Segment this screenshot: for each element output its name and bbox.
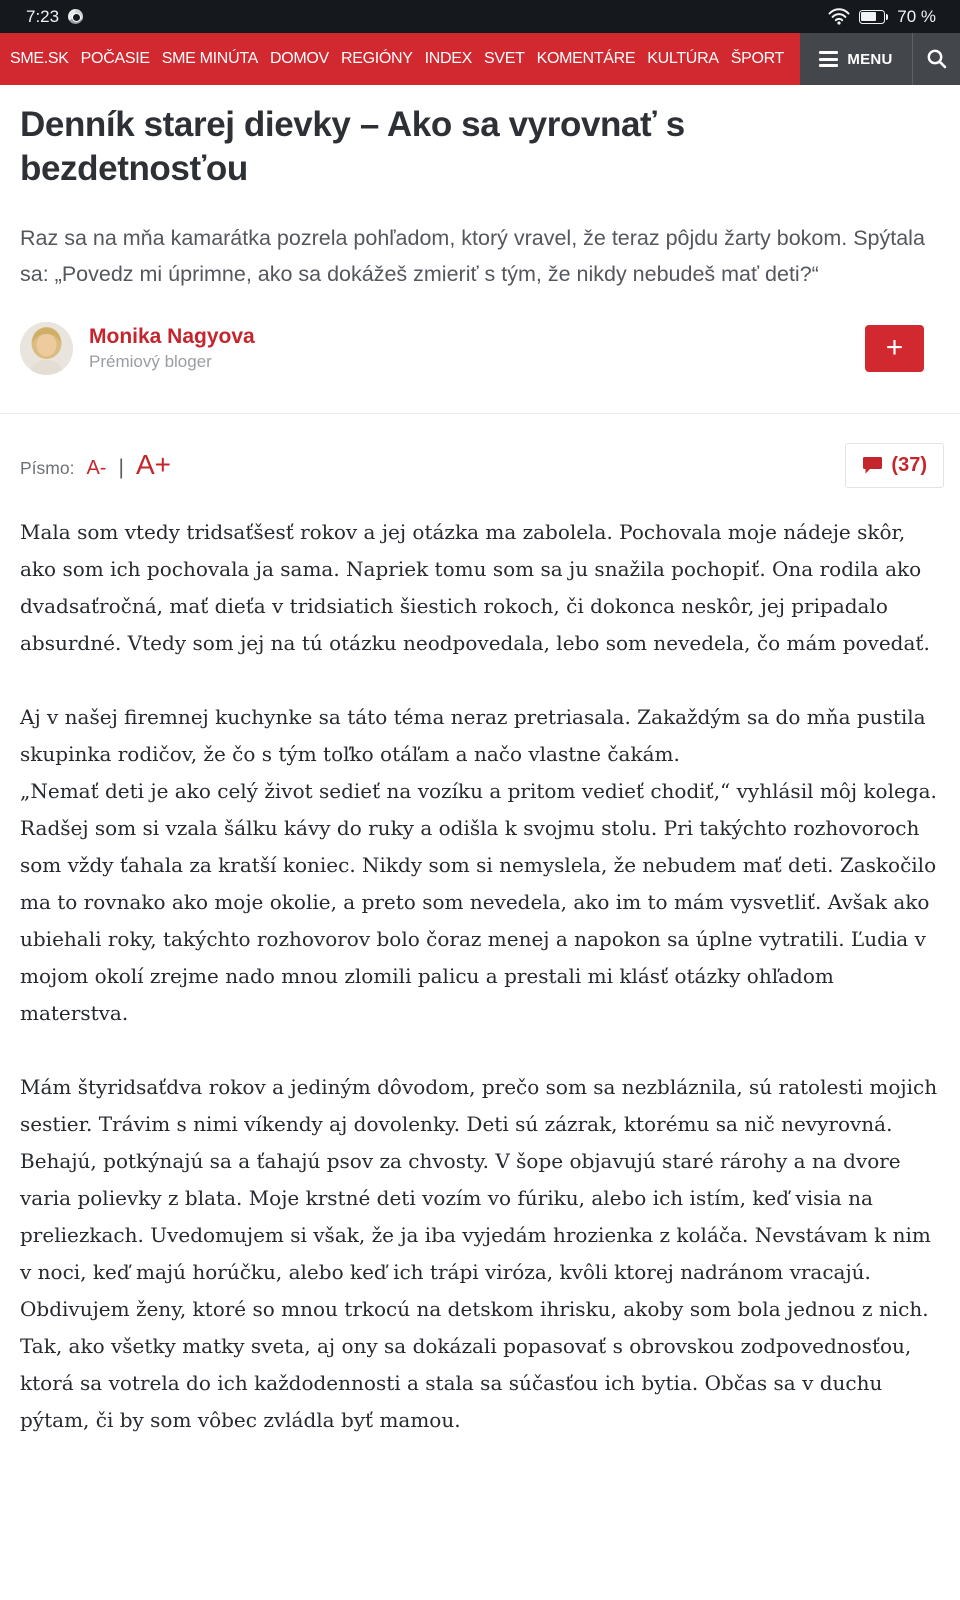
nav-item-komentare[interactable]: KOMENTÁRE	[536, 50, 636, 67]
body-paragraph: Mám štyridsaťdva rokov a jediným dôvodom, prečo som sa nezbláznila, sú ratolesti mojich sestier. Trávim s nimi víkendy aj dovolenky. Deti sú zázrak, ktorému sa nič nevyrovná. Behajú, potkýnajú sa a ťahajú psov za chvosty. V šope objavujú staré rárohy a na dvore varia polievky z blata. Moje krstné deti vozím vo fúriku, alebo ich istím, keď visia na preliezkach. Uvedomujem si však, že ja iba vyjedám hrozienka z koláča. Nevstávam k nim v noci, keď majú horúčku, alebo keď ich trápi viróza, kvôli ktorej nadránom vracajú. Obdivujem ženy, ktoré so mnou trkocú na detskom ihrisku, akoby som bola jednou z nich. Tak, ako všetky matky sveta, aj ony sa dokázali popasovať s obrovskou zodpovednosťou, ktorá sa votrela do ich každodennosti a stala sa súčasťou ich bytia. Občas sa v duchu pýtam, či by som vôbec zvládla byť mamou.	[20, 1074, 938, 1432]
avatar-photo	[20, 322, 73, 375]
wifi-icon	[828, 8, 850, 25]
comments-button[interactable]	[845, 443, 944, 488]
search-button[interactable]	[912, 33, 960, 85]
body-paragraph: Aj v našej firemnej kuchynke sa táto téma neraz pretriasala. Zakaždým sa do mňa pustila skupinka rodičov, že čo s tým toľko otáľam a načo vlastne čakám.	[20, 704, 926, 766]
follow-author-button[interactable]	[865, 325, 924, 372]
font-larger-button[interactable]: A+	[135, 449, 171, 481]
comments-count: (37)	[891, 453, 927, 476]
author-name-link[interactable]: Monika Nagyova	[89, 324, 255, 348]
body-paragraph: Mala som vtedy tridsaťšesť rokov a jej otázka ma zabolela. Pochovala moje nádeje skôr, ako som ich pochovala ja sama. Napriek tomu som sa ju snažila pochopiť. Ona rodila ako dvadsaťročná, mať dieťa v tridsiatich šiestich rokoch, či dokonca neskôr, jej pripadalo absurdné. Vtedy som jej na tú otázku neodpovedala, lebo som nevedela, čo mám povedať.	[20, 519, 930, 655]
status-bar	[0, 0, 960, 33]
body-paragraph: „Nemať deti je ako celý život sedieť na vozíku a pritom vedieť chodiť,“ vyhlásil môj kolega.	[20, 778, 937, 803]
hamburger-icon	[819, 51, 838, 67]
nav-item-pocasie[interactable]: POČASIE	[80, 50, 150, 67]
nav-item-sme-minuta[interactable]: SME MINÚTA	[161, 50, 258, 67]
plus-icon: +	[885, 331, 904, 365]
body-paragraph: Radšej som si vzala šálku kávy do ruky a odišla k svojmu stolu. Pri takýchto rozhovoroch som vždy ťahala za kratší koniec. Nikdy som si nemyslela, že nebudem mať deti. Zaskočilo ma to rovnako ako moje okolie, a preto som nevedela, ako im to mám vysvetliť. Avšak ako ubiehali roky, takýchto rozhovorov bolo čoraz menej a napokon sa úplne vytratili. Ľudia v mojom okolí zrejme nado mnou zlomili palicu a prestali mi klásť otázky ohľadom materstva.	[20, 815, 937, 1025]
search-icon	[925, 47, 949, 71]
nav-links	[0, 33, 800, 85]
status-bar-left	[26, 7, 83, 27]
main-nav	[0, 33, 960, 85]
font-smaller-button[interactable]: A-	[86, 457, 107, 480]
article-body	[20, 514, 940, 1463]
comment-icon	[862, 456, 883, 475]
nav-item-sme-sk[interactable]: SME.SK	[10, 50, 69, 67]
font-controls-separator: |	[118, 456, 124, 480]
author-avatar[interactable]	[20, 322, 73, 375]
article-perex: Raz sa na mňa kamarátka pozrela pohľadom, ktorý vravel, že teraz pôjdu žarty bokom. Spýtala sa: „Povedz mi úprimne, ako sa dokážeš zmieriť s tým, že nikdy nebudeš mať deti?“	[20, 225, 925, 286]
font-size-controls	[20, 449, 171, 481]
article-toolbar	[20, 443, 940, 488]
nav-item-regiony[interactable]: REGIÓNY	[340, 50, 413, 67]
battery-percent: 70 %	[897, 6, 936, 26]
article	[0, 103, 960, 1463]
page-title: Denník starej dievky – Ako sa vyrovnať s bezdetnosťou	[20, 105, 685, 189]
section-divider	[0, 413, 960, 414]
status-bar-right	[828, 7, 936, 27]
nav-item-svet[interactable]: SVET	[484, 50, 525, 67]
battery-icon	[859, 10, 889, 24]
menu-label: MENU	[847, 50, 893, 68]
clock: 7:23	[26, 6, 60, 26]
author-role: Prémiový bloger	[89, 351, 212, 371]
nav-item-index[interactable]: INDEX	[424, 50, 473, 67]
nav-item-kultura[interactable]: KULTÚRA	[647, 50, 719, 67]
author-row	[20, 322, 940, 375]
nav-item-domov[interactable]: DOMOV	[269, 50, 329, 67]
author-meta	[89, 325, 865, 372]
menu-button[interactable]	[800, 33, 912, 85]
nav-item-sport[interactable]: ŠPORT	[730, 50, 785, 67]
chrome-icon	[68, 9, 83, 24]
font-size-label: Písmo:	[20, 458, 75, 479]
